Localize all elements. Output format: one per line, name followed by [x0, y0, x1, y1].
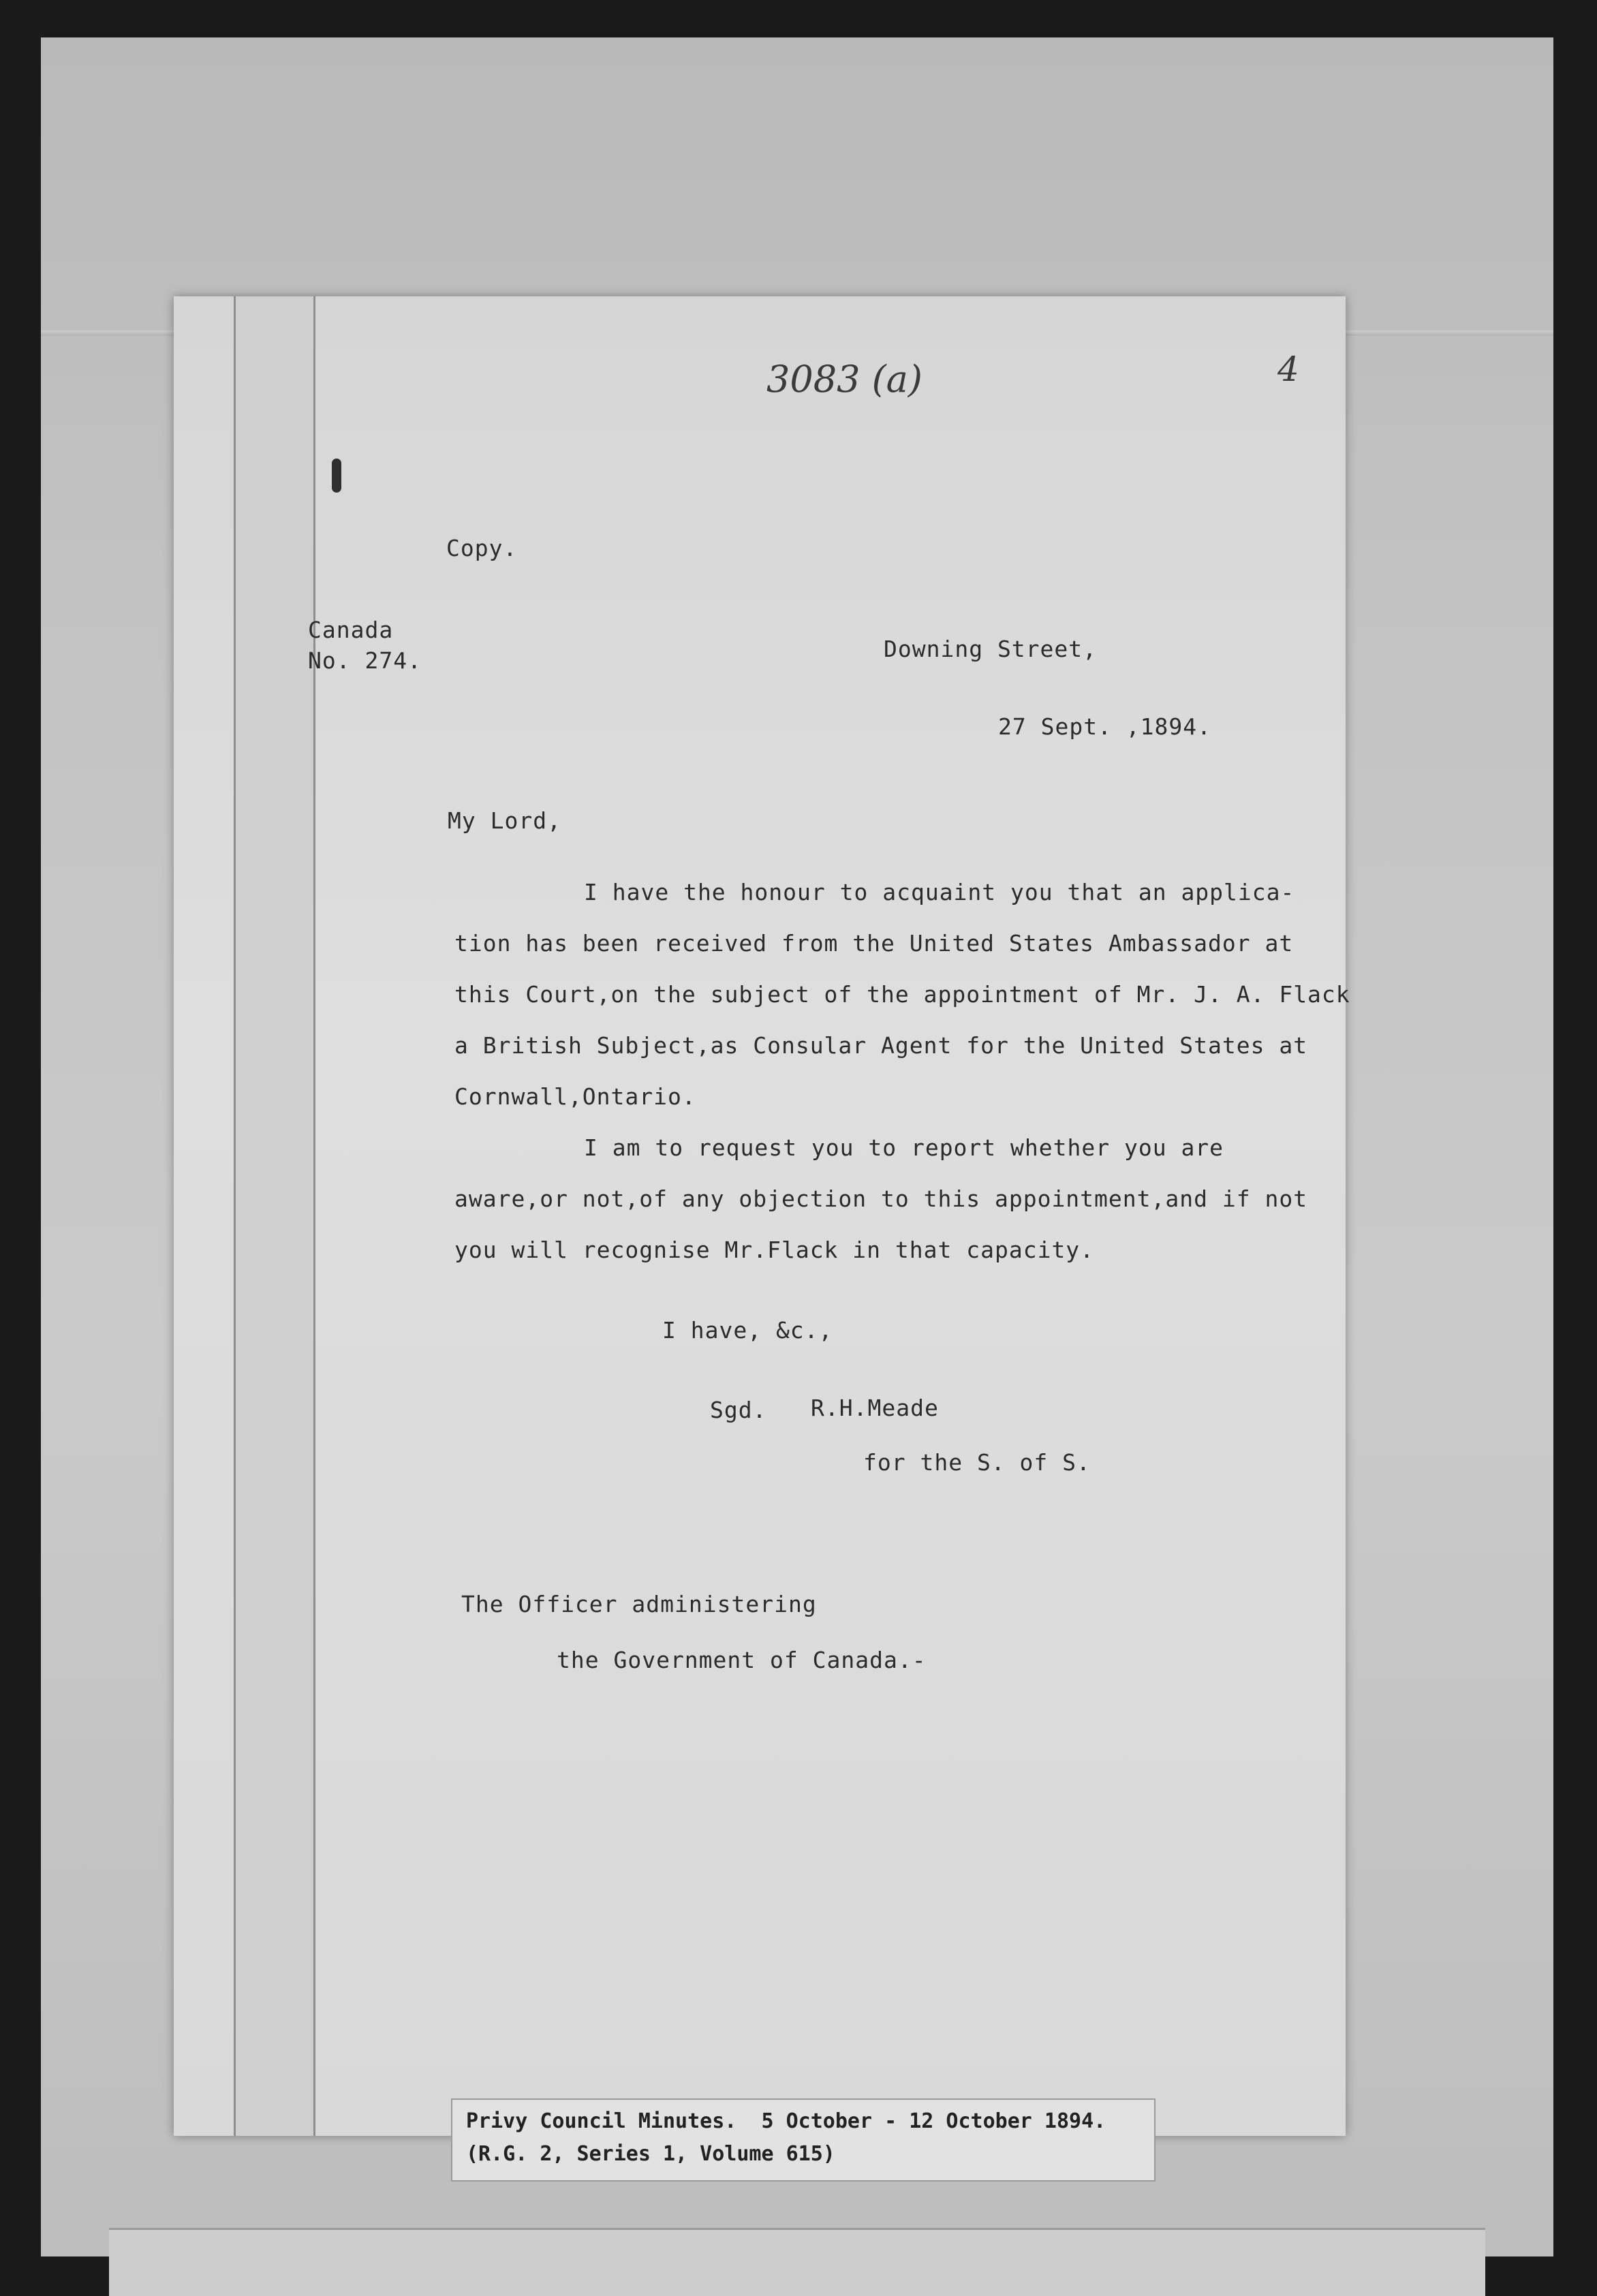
signer-title: for the S. of S.	[863, 1449, 1091, 1476]
caption-line-2: (R.G. 2, Series 1, Volume 615)	[466, 2142, 835, 2166]
margin-band	[235, 296, 313, 2136]
addressee-line-1: The Officer administering	[461, 1591, 817, 1617]
body-line: I have the honour to acquaint you that an applica-	[584, 879, 1295, 905]
margin-rule-right	[313, 296, 315, 2136]
copy-label: Copy.	[446, 535, 518, 561]
document-page	[174, 296, 1350, 2136]
body-line: a British Subject,as Consular Agent for the United States at	[454, 1032, 1308, 1059]
margin-note-line-2: No. 274.	[308, 647, 422, 674]
page-mark: 4	[1277, 350, 1299, 389]
signer-name: R.H.Meade	[811, 1395, 939, 1421]
body-line: you will recognise Mr.Flack in that capacity.	[454, 1237, 1095, 1263]
body-line: this Court,on the subject of the appointment of Mr. J. A. Flack	[454, 981, 1350, 1008]
margin-rule-left	[234, 296, 236, 2136]
caption-line-1: Privy Council Minutes. 5 October - 12 October 1894.	[466, 2109, 1106, 2133]
closing: I have, &c.,	[662, 1317, 833, 1344]
body-line: Cornwall,Ontario.	[454, 1083, 696, 1110]
film-bottom-strip	[109, 2228, 1485, 2296]
reference-number: 3083 (a)	[766, 358, 922, 401]
archive-caption	[451, 2098, 1156, 2182]
microfilm-frame	[41, 37, 1553, 2256]
punch-hole	[332, 459, 341, 493]
margin-note-line-1: Canada	[308, 617, 394, 643]
addressee-line-2: the Government of Canada.-	[557, 1647, 927, 1673]
letter-date: 27 Sept. ,1894.	[998, 713, 1212, 740]
body-line: tion has been received from the United States Ambassador at	[454, 930, 1294, 957]
salutation: My Lord,	[448, 807, 561, 834]
sender-address: Downing Street,	[884, 636, 1098, 662]
body-line: aware,or not,of any objection to this appointment,and if not	[454, 1185, 1308, 1212]
body-line: I am to request you to report whether you are	[584, 1134, 1224, 1161]
signed-label: Sgd.	[710, 1397, 767, 1423]
